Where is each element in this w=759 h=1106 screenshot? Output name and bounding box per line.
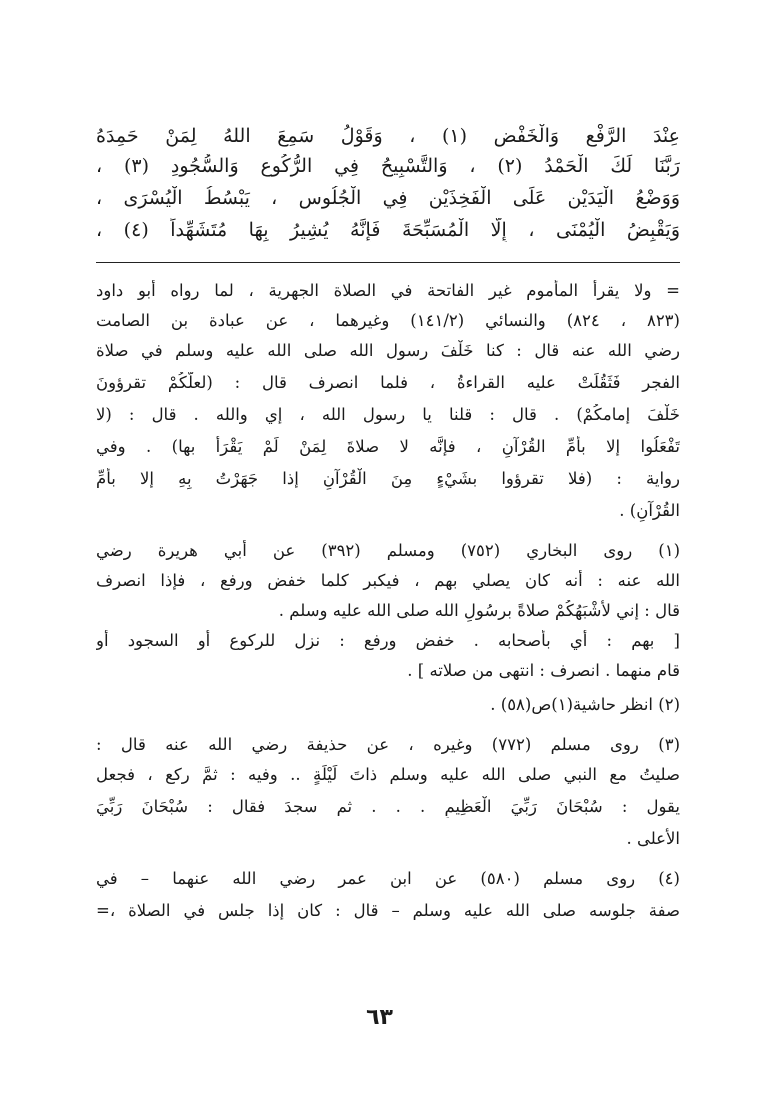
main-text-line-2: رَبَّنَا لَكَ الْحَمْدُ (٢) ، وَالتَّسْبِيحُ فِي الرُّكُوعِ وَالسُّجُودِ (٣) ، [96,155,680,177]
footnote-line: القُرْآنِ) . [619,501,680,520]
footnote-line: = ولا يقرأ المأموم غير الفاتحة في الصلاة الجهرية ، لما رواه أبو داود [96,281,680,300]
footnote-2-line: (٢) انظر حاشية(١)ص(٥٨) . [490,695,680,714]
page-number: ٦٣ [366,1005,393,1030]
footnote-1-line: قال : إني لأشْبَهُكُمْ صلاةً برسُولِ الله صلى الله عليه وسلم . [278,601,680,620]
footnote-1-gloss-line: قام منهما . انصرف : انتهى من صلاته ] . [407,661,680,680]
footnote-3-line: الأعلى . [626,829,680,848]
footnote-3-line: صليتُ مع النبي صلى الله عليه وسلم ذاتَ لَيْلَةٍ .. وفيه : ثمَّ ركع ، فجعل [96,765,680,784]
footnote-line: تَفْعَلُوا إلا بأُمِّ القُرْآنِ ، فإنَّه لا صلاةَ لِمَنْ لَمْ يَقْرَأْ بها) . وفي [96,437,680,456]
main-text-line-1: عِنْدَ الرَّفْعِ وَالْخَفْضِ (١) ، وَقَوْلُ سَمِعَ اللهُ لِمَنْ حَمِدَهُ [96,125,680,147]
footnote-line: خَلْفَ إمامكُمْ) . قال : قلنا يا رسول الله ، إي والله . قال : (لا [96,405,680,424]
footnote-3-line: يقول : سُبْحَانَ رَبِّيَ الْعَظِيمِ . . . ثم سجدَ فقال : سُبْحَانَ رَبِّيَ [96,797,680,816]
footnote-4-line: صفة جلوسه صلى الله عليه وسلم – قال : كان إذا جلس في الصلاة ،= [96,901,680,920]
footnote-line: رضي الله عنه قال : كنا خَلْفَ رسول الله صلى الله عليه وسلم في صلاة [96,341,680,360]
footnote-line: رواية : (فلا تقرؤوا بشَيْءٍ مِنَ الْقُرْآنِ إذا جَهَرْتُ بِهِ إلا بأُمِّ [96,469,680,488]
footnote-line: (٨٢٣ ، ٨٢٤) والنسائي (١٤١/٢) وغيرهما ، عن عبادة بن الصامت [96,311,680,330]
footnote-1-line: الله عنه : أنه كان يصلي بهم ، فيكبر كلما خفض ورفع ، فإذا انصرف [96,571,680,590]
footnote-separator-rule [96,262,680,263]
main-text-line-3: وَوَضْعُ الْيَدَيْنِ عَلَى الْفَخِذَيْنِ فِي الْجُلُوسِ ، يَبْسُطُ الْيُسْرَى ، [96,187,680,209]
main-text-line-4: وَيَقْبِضُ الْيُمْنَى ، إِلَّا الْمُسَبِّحَةَ فَإِنَّهُ يُشِيرُ بِهَا مُتَشَهِّداً (٤) ، [96,219,680,241]
footnote-line: الفجر فَثَقُلَتْ عليه القراءةُ ، فلما انصرف قال : (لعلَّكُمْ تقرؤونَ [96,373,680,392]
footnote-4-line: (٤) روى مسلم (٥٨٠) عن ابن عمر رضي الله عنهما – في [96,869,680,888]
footnote-1-line: (١) روى البخاري (٧٥٢) ومسلم (٣٩٢) عن أبي هريرة رضي [96,541,680,560]
footnote-3-line: (٣) روى مسلم (٧٧٢) وغيره ، عن حذيفة رضي الله عنه قال : [96,735,680,754]
footnote-1-gloss-line: [ بهم : أي بأصحابه . خفض ورفع : نزل للركوع أو السجود أو [96,631,680,650]
